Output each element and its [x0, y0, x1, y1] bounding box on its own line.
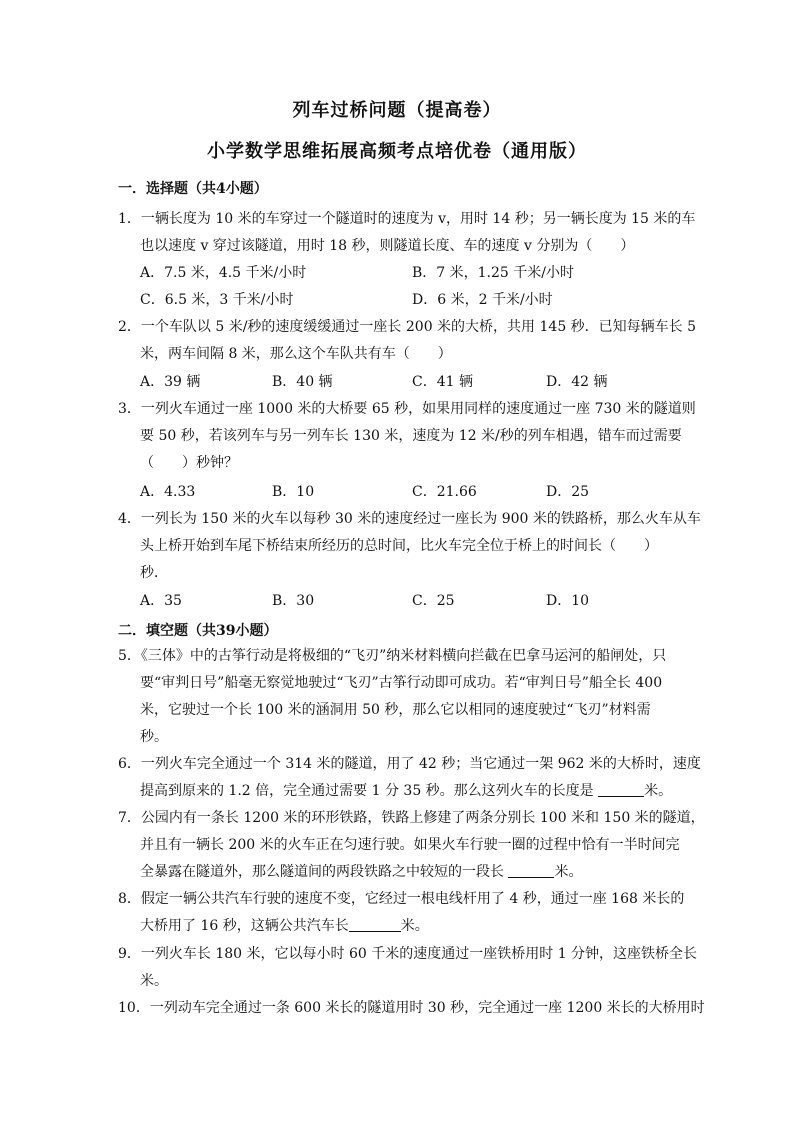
- question-4-option-a: A．35: [140, 593, 182, 609]
- question-4-line-3: 秒．: [140, 565, 168, 581]
- answer-blank: [508, 863, 554, 878]
- question-5-line-2: 要“审判日号”船毫无察觉地驶过“飞刃”古筝行动即可成功。若“审判日号”船全长 400: [140, 675, 663, 691]
- question-9: [118, 941, 698, 995]
- page-title: 列车过桥问题（提高卷）: [292, 100, 502, 121]
- question-3-option-b: B．10: [272, 484, 315, 500]
- question-6-line-1: 6．一列火车完全通过一个 314 米的隧道，用了 42 秒；当它通过一架 962 米的大桥时，速度: [118, 756, 701, 772]
- question-8-line-1: 8．假定一辆公共汽车行驶的速度不变，它经过一根电线杆用了 4 秒，通过一座 168 米长的: [118, 891, 685, 907]
- question-4-option-c: C．25: [412, 593, 455, 609]
- question-7-unit: 米。: [554, 864, 583, 880]
- question-2-option-a: A．39 辆: [140, 374, 201, 390]
- question-4-option-b: B．30: [272, 593, 315, 609]
- question-4-line-2: 头上桥开始到车尾下桥结束所经历的总时间，比火车完全位于桥上的时间长（ ）: [140, 538, 658, 554]
- question-8-line-2: [118, 913, 678, 940]
- section-choice-heading: 一．选择题（共4小题）: [118, 181, 268, 197]
- question-8-unit: 米。: [400, 918, 429, 934]
- question-5-line-3: 米，它驶过一个长 100 米的涵洞用 50 秒，那么它以相同的速度驶过“飞刃”材料需: [140, 702, 651, 718]
- question-4-option-d: D．10: [546, 593, 590, 609]
- section-fill-heading: 二．填空题（共39小题）: [118, 623, 278, 639]
- question-1-option-a: A．7.5 米，4.5 千米/小时: [140, 265, 307, 281]
- question-2-line-1: 2．一个车队以 5 米/秒的速度缓缓通过一座长 200 米的大桥，共用 145 秒．已知每辆车长 5: [118, 319, 697, 335]
- question-4-line-1: 4．一列长为 150 米的火车以每秒 30 米的速度经过一座长为 900 米的铁路桥，那么火车从车: [118, 511, 701, 527]
- question-4: [118, 506, 701, 587]
- question-1-options-row-1: [140, 260, 680, 287]
- question-1-line-2: 也以速度 v 穿过该隧道，用时 18 秒，则隧道长度、车的速度 v 分别为（ ）: [140, 238, 635, 254]
- question-3: [118, 396, 696, 477]
- question-3-line-1: 3．一列火车通过一座 1000 米的大桥要 65 秒，如果用同样的速度通过一座 730 米的隧道则: [118, 401, 696, 417]
- answer-blank: [598, 782, 644, 797]
- question-3-line-3: （ ）秒钟？: [140, 455, 238, 471]
- question-2-option-c: C．41 辆: [412, 374, 473, 390]
- question-8-line-2-text: 大桥用了 16 秒，这辆公共汽车长: [140, 918, 349, 934]
- question-5-line-1: 5．《三体》中的古筝行动是将极细的“飞刃”纳米材料横向拦截在巴拿马运河的船闸处，只: [118, 648, 667, 664]
- question-1-options-row-2: [140, 287, 680, 314]
- question-7: [118, 805, 705, 886]
- question-1-option-c: C．6.5 米，3 千米/小时: [140, 292, 294, 308]
- question-10-line-1: 10．一列动车完全通过一条 600 米长的隧道用时 30 秒，完全通过一座 1200 米长的大桥用时: [118, 1000, 705, 1016]
- question-3-option-c: C．21.66: [412, 484, 477, 500]
- answer-blank: [349, 917, 401, 932]
- question-6-line-2: [118, 778, 678, 805]
- page-subtitle: 小学数学思维拓展高频考点培优卷（通用版）: [207, 141, 587, 162]
- question-2-option-d: D．42 辆: [546, 374, 608, 390]
- question-2: [118, 314, 697, 368]
- question-8: [118, 886, 685, 940]
- question-3-option-d: D．25: [546, 484, 590, 500]
- question-3-option-a: A．4.33: [140, 484, 196, 500]
- question-1-option-b: B．7 米，1.25 千米/小时: [412, 265, 574, 281]
- question-5-line-4: 秒。: [140, 729, 168, 745]
- question-2-line-2: 米，两车间隔 8 米，那么这个车队共有车（ ）: [140, 346, 452, 362]
- question-5: [118, 643, 678, 751]
- question-3-options: [140, 479, 680, 506]
- question-2-options: [140, 369, 680, 396]
- question-3-line-2: 要 50 秒，若该列车与另一列车长 130 米，速度为 12 米/秒的列车相遇，错车而过需要: [140, 428, 682, 444]
- question-6-line-2-text: 提高到原来的 1.2 倍，完全通过需要 1 分 35 秒。那么这列火车的长度是: [140, 783, 594, 799]
- question-7-line-3: [118, 859, 678, 886]
- question-9-line-1: 9．一列火车长 180 米，它以每小时 60 千米的速度通过一座铁桥用时 1 分钟，这座铁桥全长: [118, 946, 698, 962]
- question-1-option-d: D．6 米，2 千米/小时: [412, 292, 553, 308]
- question-1-line-1: 1．一辆长度为 10 米的车穿过一个隧道时的速度为 v，用时 14 秒；另一辆长度为 15 米的车: [118, 211, 696, 227]
- question-9-line-2: 米。: [140, 973, 168, 989]
- question-2-option-b: B．40 辆: [272, 374, 333, 390]
- question-4-options: [140, 588, 680, 615]
- question-6-unit: 米。: [644, 783, 673, 799]
- question-7-line-3-text: 全暴露在隧道外，那么隧道间的两段铁路之中较短的一段长: [140, 864, 504, 880]
- question-1: [118, 206, 696, 260]
- question-6: [118, 751, 701, 805]
- question-10: [118, 995, 705, 1022]
- question-7-line-1: 7．公园内有一条长 1200 米的环形铁路，铁路上修建了两条分别长 100 米和 150 米的隧道，: [118, 810, 705, 826]
- question-7-line-2: 并且有一辆长 200 米的火车正在匀速行驶。如果火车行驶一圈的过程中恰有一半时间完: [140, 837, 680, 853]
